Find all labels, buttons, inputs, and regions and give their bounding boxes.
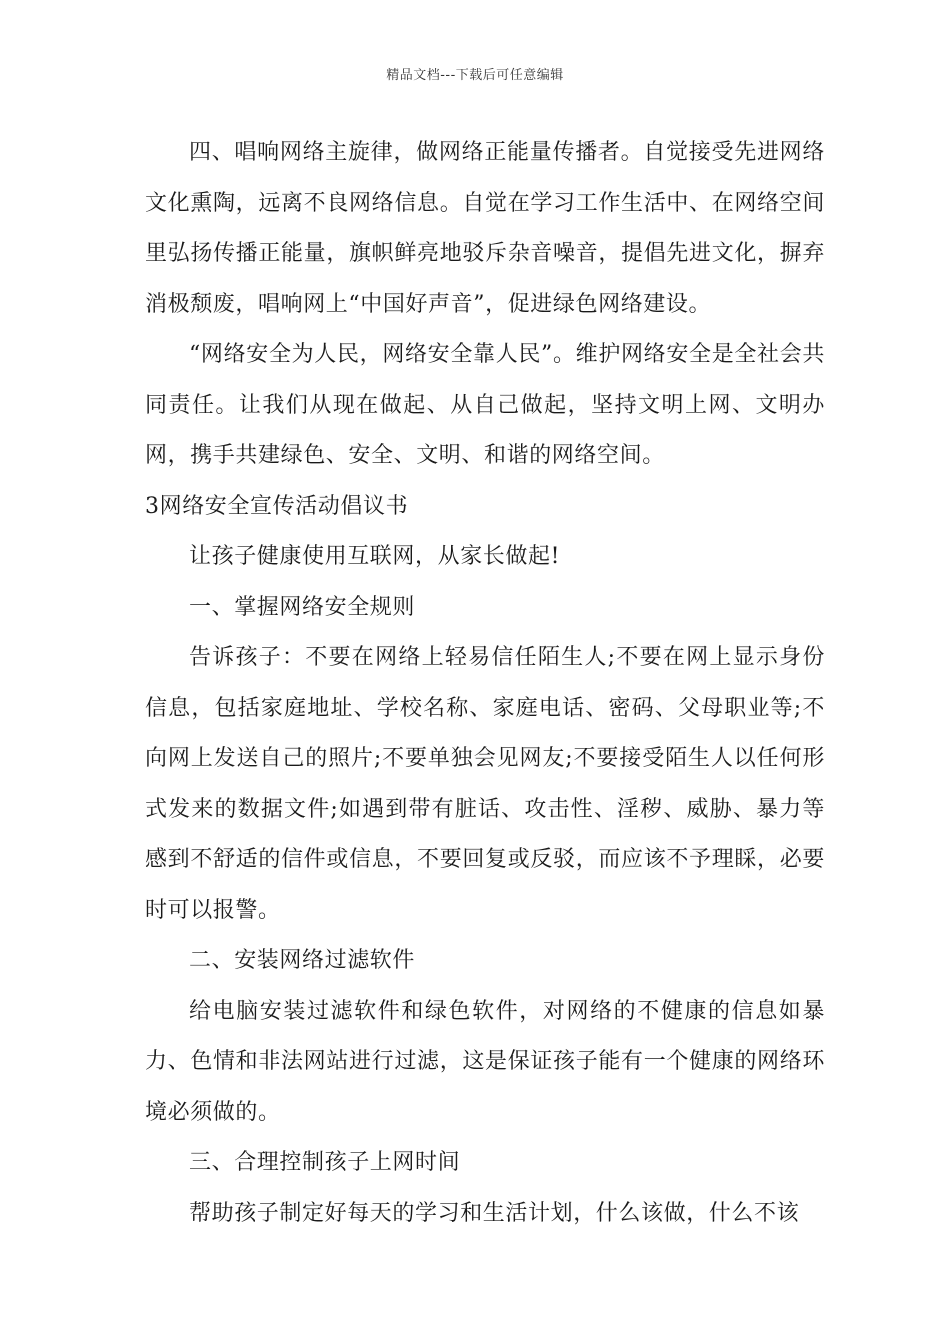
page-header: 精品文档---下载后可任意编辑 <box>386 68 564 83</box>
subheading-three: 三、合理控制孩子上网时间 <box>189 1150 461 1175</box>
document-body <box>145 128 825 1239</box>
paragraph-filter: 给电脑安装过滤软件和绿色软件，对网络的不健康的信息如暴力、色情和非法网站进行过滤，这是保证孩子能有一个健康的网络环境必须做的。 <box>145 998 825 1125</box>
subheading-two: 二、安装网络过滤软件 <box>189 948 416 973</box>
paragraph-time-control: 帮助孩子制定好每天的学习和生活计划，什么该做，什么不该 <box>189 1200 800 1226</box>
subheading-one: 一、掌握网络安全规则 <box>189 594 416 620</box>
paragraph-closing-call: “网络安全为人民，网络安全靠人民”。维护网络安全是全社会共同责任。让我们从现在做起、从自己做起，坚持文明上网、文明办网，携手共建绿色、安全、文明、和谐的网络空间。 <box>145 342 825 468</box>
section-heading: 3网络安全宣传活动倡议书 <box>145 493 409 519</box>
paragraph-intro: 让孩子健康使用互联网，从家长做起! <box>189 544 561 569</box>
paragraph-rules: 告诉孩子：不要在网络上轻易信任陌生人;不要在网上显示身份信息，包括家庭地址、学校名称、家庭电话、密码、父母职业等;不向网上发送自己的照片;不要单独会见网友;不要接受陌生人以任何形式发来的数据文件;如遇到带有脏话、攻击性、淫秽、威胁、暴力等感到不舒适的信件或信息，不要回复或反驳，而应该不予理睬，必要时可以报警。 <box>145 645 825 923</box>
paragraph-section-four: 四、唱响网络主旋律，做网络正能量传播者。自觉接受先进网络文化熏陶，远离不良网络信息。自觉在学习工作生活中、在网络空间里弘扬传播正能量，旗帜鲜亮地驳斥杂音噪音，提倡先进文化，摒弃消极颓废，唱响网上“中国好声音”，促进绿色网络建设。 <box>145 140 825 317</box>
